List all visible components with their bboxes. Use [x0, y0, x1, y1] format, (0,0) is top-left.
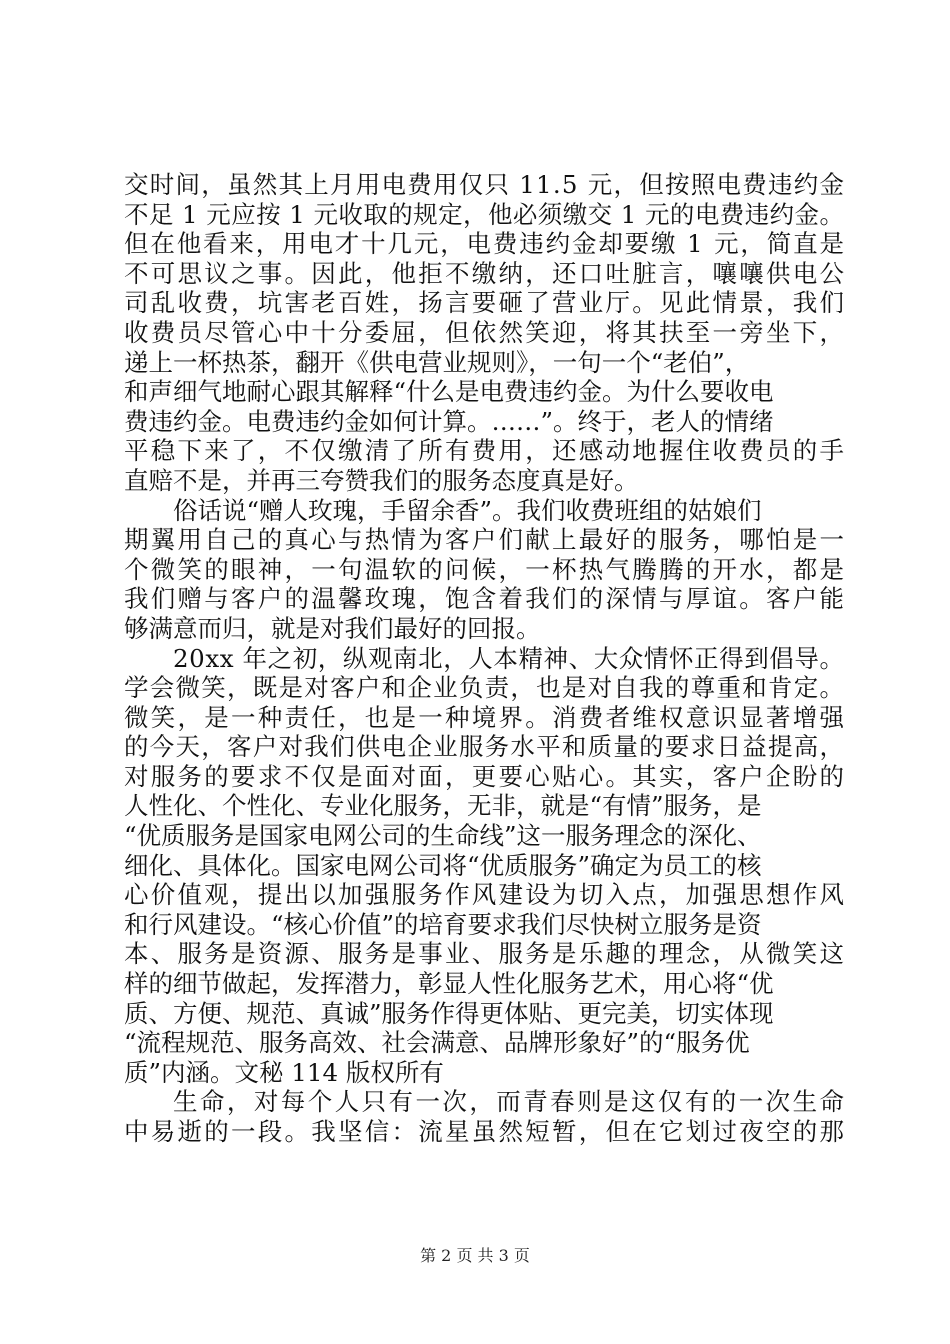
page-footer: 第 2 页 共 3 页 — [420, 1246, 530, 1265]
text-line: 本、服务是资源、服务是事业、服务是乐趣的理念，从微笑这 — [124, 939, 847, 969]
text-line: 交时间，虽然其上月用电费用仅只 11.5 元，但按照电费违约金 — [124, 170, 846, 199]
text-line: “优质服务是国家电网公司的生命线”这一服务理念的深化、 — [124, 821, 762, 851]
text-line: 期翼用自己的真心与热情为客户们献上最好的服务，哪怕是一 — [124, 525, 847, 555]
text-line: 俗话说“赠人玫瑰，手留余香”。我们收费班组的姑娘们 — [173, 495, 762, 525]
text-line: 质、方便、规范、真诚”服务作得更体贴、更完美，切实体现 — [124, 998, 774, 1028]
text-line: 不足 1 元应按 1 元收取的规定，他必须缴交 1 元的电费违约金。 — [124, 199, 845, 229]
text-line: 对服务的要求不仅是面对面，更要心贴心。其实，客户企盼的 — [124, 761, 847, 791]
text-line: 生命，对每个人只有一次，而青春则是这仅有的一次生命 — [173, 1087, 847, 1117]
document-body — [124, 170, 847, 1147]
text-line: 学会微笑，既是对客户和企业负责，也是对自我的尊重和肯定。 — [124, 673, 846, 703]
text-line: 细化、具体化。国家电网公司将“优质服务”确定为员工的核 — [124, 850, 762, 880]
text-line: 直赔不是，并再三夸赞我们的服务态度真是好。 — [124, 465, 639, 495]
text-line: 收费员尽管心中十分委屈，但依然笑迎，将其扶至一旁坐下， — [124, 317, 847, 347]
text-line: 心价值观，提出以加强服务作风建设为切入点，加强思想作风 — [124, 880, 847, 910]
text-line: 和行风建设。“核心价值”的培育要求我们尽快树立服务是资 — [124, 909, 762, 939]
text-line: 20xx 年之初，纵观南北，人本精神、大众情怀正得到倡导。 — [173, 643, 845, 673]
text-line: 个微笑的眼神，一句温软的问候，一杯热气腾腾的开水，都是 — [124, 554, 847, 584]
text-line: 中易逝的一段。我坚信：流星虽然短暂，但在它划过夜空的那 — [124, 1117, 847, 1146]
text-line: 和声细气地耐心跟其解释“什么是电费违约金。为什么要收电 — [124, 377, 774, 407]
text-line: 的今天，客户对我们供电企业服务水平和质量的要求日益提高， — [124, 732, 846, 762]
text-line: 费违约金。电费违约金如何计算。……”。终于，老人的情绪 — [124, 406, 774, 436]
text-line: “流程规范、服务高效、社会满意、品牌形象好”的“服务优 — [124, 1028, 750, 1058]
text-line: 我们赠与客户的温馨玫瑰，饱含着我们的深情与厚谊。客户能 — [124, 584, 847, 614]
text-line: 微笑，是一种责任，也是一种境界。消费者维权意识显著增强 — [124, 702, 847, 732]
text-line: 不可思议之事。因此，他拒不缴纳，还口吐脏言，嚷嚷供电公 — [124, 258, 847, 288]
text-line: 质”内涵。文秘 114 版权所有 — [124, 1057, 444, 1087]
text-line: 递上一杯热茶，翻开《供电营业规则》，一句一个“老伯”， — [124, 347, 750, 377]
text-line: 平稳下来了，不仅缴清了所有费用，还感动地握住收费员的手 — [124, 436, 847, 466]
text-line: 够满意而归，就是对我们最好的回报。 — [124, 613, 541, 643]
text-line: 司乱收费，坑害老百姓，扬言要砸了营业厅。见此情景，我们 — [124, 288, 847, 318]
text-line: 人性化、个性化、专业化服务，无非，就是“有情”服务，是 — [124, 791, 762, 821]
text-line: 但在他看来，用电才十几元，电费违约金却要缴 1 元，简直是 — [124, 229, 846, 259]
text-line: 样的细节做起，发挥潜力，彰显人性化服务艺术，用心将“优 — [124, 969, 774, 999]
